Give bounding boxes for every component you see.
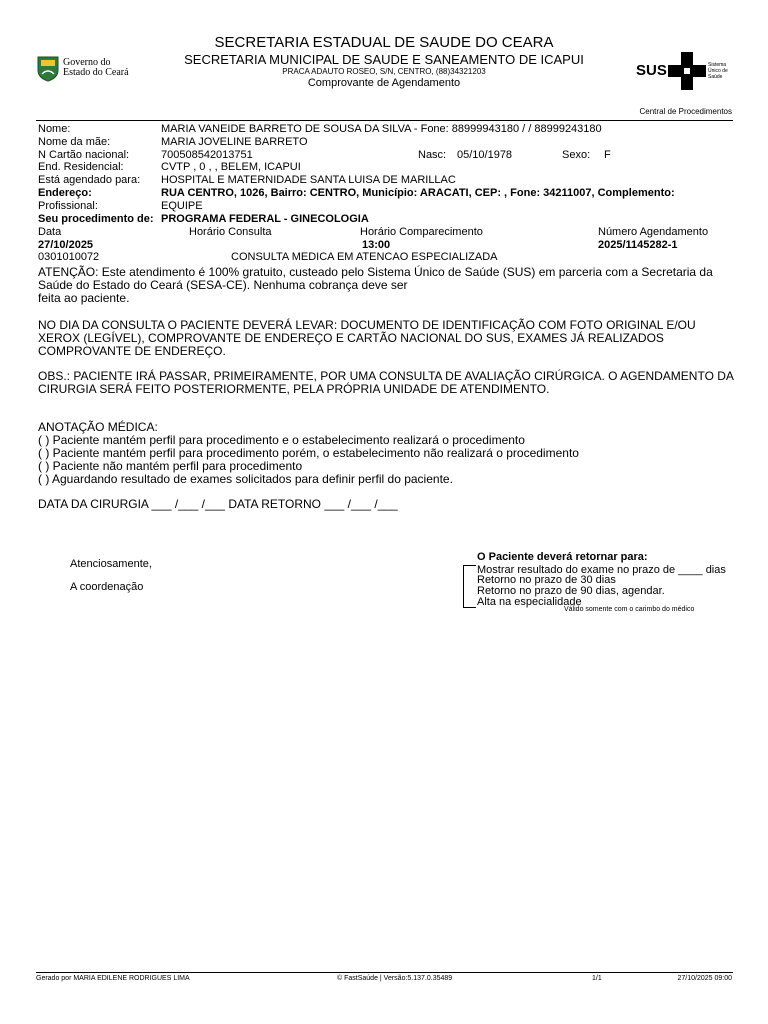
schedule-arrival: 13:00 bbox=[362, 239, 391, 251]
return-title: O Paciente deverá retornar para: bbox=[477, 551, 648, 563]
header-address: PRACA ADAUTO ROSEO, S/N, CENTRO, (88)34321203 bbox=[282, 67, 486, 76]
sus-cross-icon bbox=[668, 52, 706, 90]
medical-note-option: ( ) Paciente mantém perfil para procedimento e o estabelecimento realizará o procedimento bbox=[38, 433, 525, 447]
card-value: 700508542013751 bbox=[161, 149, 253, 161]
document-type: Comprovante de Agendamento bbox=[307, 77, 461, 89]
sex-label: Sexo: bbox=[562, 149, 591, 161]
scheduled-label: Está agendado para: bbox=[38, 174, 141, 186]
page-subtitle: SECRETARIA MUNICIPAL DE SAUDE E SANEAMENTO DE ICAPUI bbox=[184, 52, 584, 67]
return-validity-note: Válido somente com o carimbo do médico bbox=[564, 606, 695, 613]
footer-version: © FastSaúde | Versão:5.137.0.35489 bbox=[337, 975, 453, 982]
bring-documents-notice: NO DIA DA CONSULTA O PACIENTE DEVERÁ LEVAR: DOCUMENTO DE IDENTIFICAÇÃO COM FOTO ORIGINAL E/OU XEROX (LEGÍVEL), COMPROVANTE DE ENDEREÇO E CARTÃO NACIONAL DO SUS, EXAMES JÁ REALIZADOS COMPROVANTE DE ENDEREÇO. bbox=[38, 318, 696, 358]
residence-value: CVTP , 0 , , BELEM, ICAPUI bbox=[161, 161, 301, 173]
col-time-header: Horário Consulta bbox=[189, 226, 272, 238]
professional-value: EQUIPE bbox=[161, 200, 203, 212]
mother-value: MARIA JOVELINE BARRETO bbox=[161, 136, 308, 148]
scheduled-value: HOSPITAL E MATERNIDADE SANTA LUISA DE MARILLAC bbox=[161, 174, 456, 186]
procedure-description: CONSULTA MEDICA EM ATENCAO ESPECIALIZADA bbox=[231, 251, 498, 263]
header-divider bbox=[36, 120, 733, 121]
surgery-return-dates: DATA DA CIRURGIA ___ /___ /___ DATA RETORNO ___ /___ /___ bbox=[38, 497, 398, 511]
footer-page: 1/1 bbox=[592, 975, 602, 982]
closing-regards: Atenciosamente, bbox=[70, 558, 152, 570]
schedule-date: 27/10/2025 bbox=[38, 239, 94, 251]
col-date-header: Data bbox=[38, 226, 62, 238]
residence-label: End. Residencial: bbox=[38, 161, 124, 173]
return-option: Mostrar resultado do exame no prazo de ____ dias bbox=[477, 564, 726, 576]
attention-notice-cont: feita ao paciente. bbox=[38, 291, 130, 305]
name-label: Nome: bbox=[38, 123, 71, 135]
schedule-number: 2025/1145282-1 bbox=[598, 239, 678, 251]
footer-timestamp: 27/10/2025 09:00 bbox=[677, 975, 732, 982]
attention-notice: ATENÇÃO: Este atendimento é 100% gratuito, custeado pelo Sistema Único de Saúde (SUS) em parceria com a Secretaria da Saúde do Estado do Ceará (SESA-CE). Nenhuma cobrança deve ser bbox=[38, 265, 713, 292]
birth-label: Nasc: bbox=[418, 149, 447, 161]
return-option: Alta na especialidade bbox=[477, 596, 582, 608]
procedure-label: Seu procedimento de: bbox=[38, 213, 154, 225]
medical-note-title: ANOTAÇÃO MÉDICA: bbox=[38, 420, 158, 434]
observation-notice: OBS.: PACIENTE IRÁ PASSAR, PRIMEIRAMENTE, POR UMA CONSULTA DE AVALIAÇÃO CIRÚRGICA. O AGENDAMENTO DA CIRURGIA SERÁ FEITO POSTERIORMENTE, PELA PRÓPRIA UNIDADE DE ATENDIMENTO. bbox=[38, 369, 734, 396]
name-value: MARIA VANEIDE BARRETO DE SOUSA DA SILVA - Fone: 88999943180 / / 88999243180 bbox=[161, 123, 602, 135]
closing-coordination: A coordenação bbox=[70, 581, 144, 593]
footer-divider bbox=[36, 972, 733, 973]
medical-note-option: ( ) Aguardando resultado de exames solicitados para definir perfil do paciente. bbox=[38, 472, 453, 486]
footer-generated-by: Gerado por MARIA EDILENE RODRIGUES LIMA bbox=[36, 975, 190, 982]
return-option: Retorno no prazo de 30 dias bbox=[477, 574, 616, 586]
central-label: Central de Procedimentos bbox=[639, 107, 732, 116]
procedure-value: PROGRAMA FEDERAL - GINECOLOGIA bbox=[161, 213, 369, 225]
return-checkbox-bracket bbox=[463, 565, 476, 608]
procedure-code: 0301010072 bbox=[38, 251, 100, 263]
address-value: RUA CENTRO, 1026, Bairro: CENTRO, Município: ARACATI, CEP: , Fone: 34211007, Complemento: bbox=[161, 187, 675, 199]
gov-logo-line1: Governo do bbox=[63, 57, 111, 68]
mother-label: Nome da mãe: bbox=[38, 136, 111, 148]
sus-logo-text: SUS bbox=[636, 62, 667, 79]
card-label: N Cartão nacional: bbox=[38, 149, 130, 161]
medical-note-option: ( ) Paciente não mantém perfil para procedimento bbox=[38, 459, 303, 473]
address-label: Endereço: bbox=[38, 187, 92, 199]
medical-note-option: ( ) Paciente mantém perfil para procedimento porém, o estabelecimento não realizará o procedimento bbox=[38, 446, 579, 460]
sex-value: F bbox=[604, 149, 611, 161]
gov-logo-line2: Estado do Ceará bbox=[63, 67, 129, 78]
col-number-header: Número Agendamento bbox=[598, 226, 709, 238]
sus-logo bbox=[636, 52, 736, 90]
professional-label: Profissional: bbox=[38, 200, 98, 212]
sus-logo-small: Sistema Único de Saúde bbox=[708, 62, 728, 80]
return-option: Retorno no prazo de 90 dias, agendar. bbox=[477, 585, 665, 597]
birth-value: 05/10/1978 bbox=[457, 149, 513, 161]
page-title: SECRETARIA ESTADUAL DE SAUDE DO CEARA bbox=[214, 34, 554, 51]
col-arrival-header: Horário Comparecimento bbox=[360, 226, 483, 238]
